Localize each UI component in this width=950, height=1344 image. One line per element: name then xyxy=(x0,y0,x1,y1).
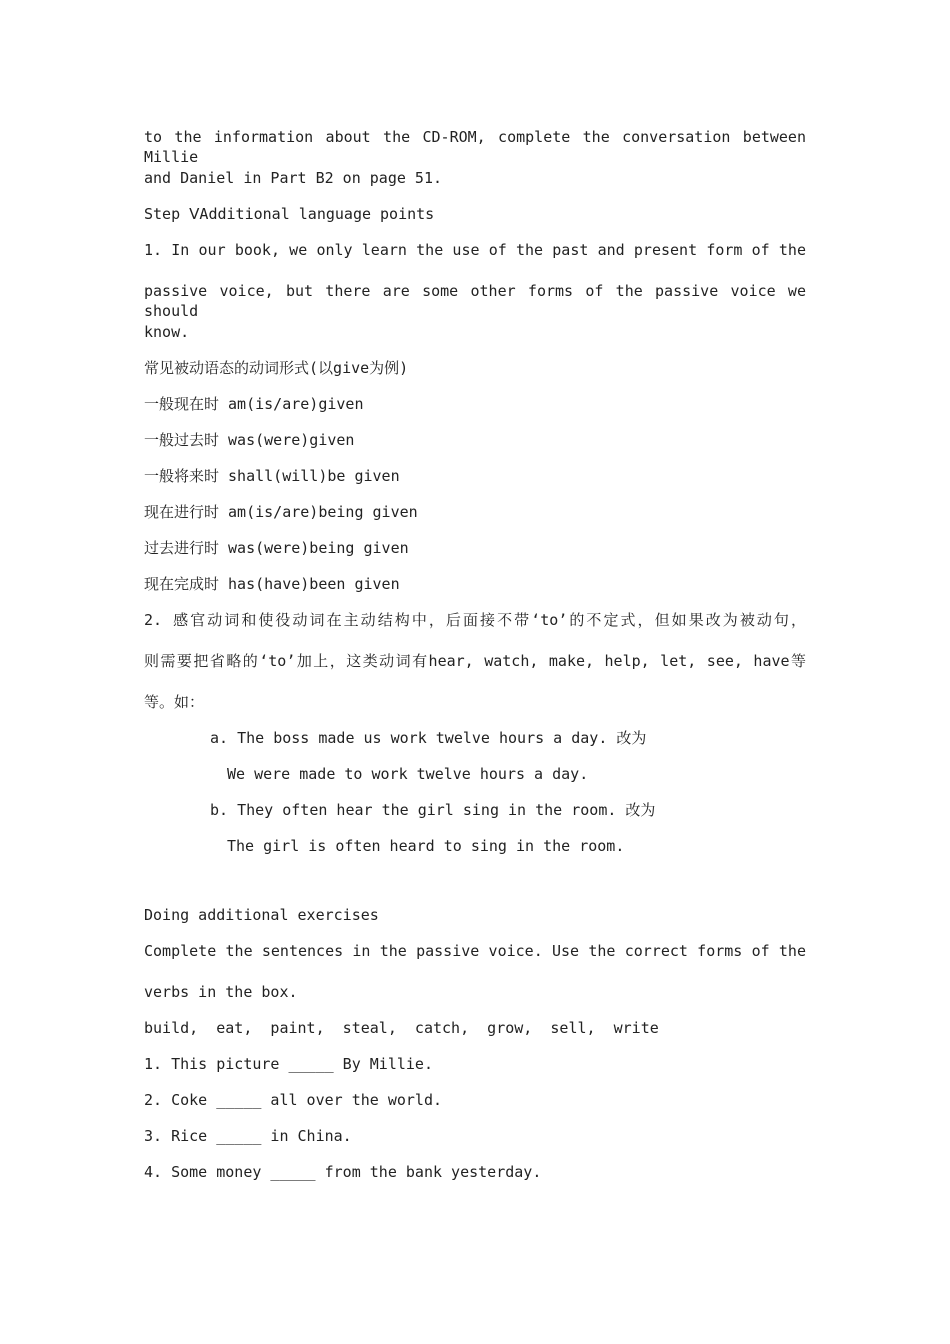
form-item: 一般过去时 was(were)given xyxy=(144,431,355,449)
exercises-instruction-line-2: verbs in the box. xyxy=(144,983,298,1001)
exercise-item: 1. This picture _____ By Millie. xyxy=(144,1055,433,1073)
intro-line-1: to the information about the CD-ROM, complete the conversation between Millie xyxy=(144,128,806,166)
exercise-item: 3. Rice _____ in China. xyxy=(144,1127,352,1145)
point2-line-3: 等。如： xyxy=(144,693,205,711)
form-item: 一般现在时 am(is/are)given xyxy=(144,395,364,413)
exercises-instruction-line-1: Complete the sentences in the passive voice. Use the correct forms of the xyxy=(144,942,806,960)
example-b-active: b. They often hear the girl sing in the room. 改为 xyxy=(210,801,656,819)
point2-line-2: 则需要把省略的‘to’加上，这类动词有hear, watch, make, help, let, see, have等 xyxy=(144,652,806,670)
exercise-item: 4. Some money _____ from the bank yesterday. xyxy=(144,1163,542,1181)
point1-line-1: 1. In our book, we only learn the use of the past and present form of the xyxy=(144,241,806,259)
example-b-passive: The girl is often heard to sing in the room. xyxy=(227,837,625,855)
step5-heading: Step ⅤAdditional language points xyxy=(144,205,435,223)
point2-line-1: 2. 感官动词和使役动词在主动结构中，后面接不带‘to’的不定式，但如果改为被动句， xyxy=(144,611,806,629)
example-a-active: a. The boss made us work twelve hours a day. 改为 xyxy=(210,729,647,747)
form-item: 现在进行时 am(is/are)being given xyxy=(144,503,418,521)
word-box: build, eat, paint, steal, catch, grow, sell, write xyxy=(144,1019,659,1037)
point1-line-2: passive voice, but there are some other forms of the passive voice we should xyxy=(144,282,806,320)
exercises-heading: Doing additional exercises xyxy=(144,906,379,924)
point1-line-3: know. xyxy=(144,323,190,341)
form-item: 现在完成时 has(have)been given xyxy=(144,575,400,593)
example-a-passive: We were made to work twelve hours a day. xyxy=(227,765,589,783)
forms-title: 常见被动语态的动词形式(以give为例) xyxy=(144,359,409,377)
form-item: 一般将来时 shall(will)be given xyxy=(144,467,400,485)
intro-line-2: and Daniel in Part B2 on page 51. xyxy=(144,169,443,187)
exercise-item: 2. Coke _____ all over the world. xyxy=(144,1091,443,1109)
form-item: 过去进行时 was(were)being given xyxy=(144,539,409,557)
